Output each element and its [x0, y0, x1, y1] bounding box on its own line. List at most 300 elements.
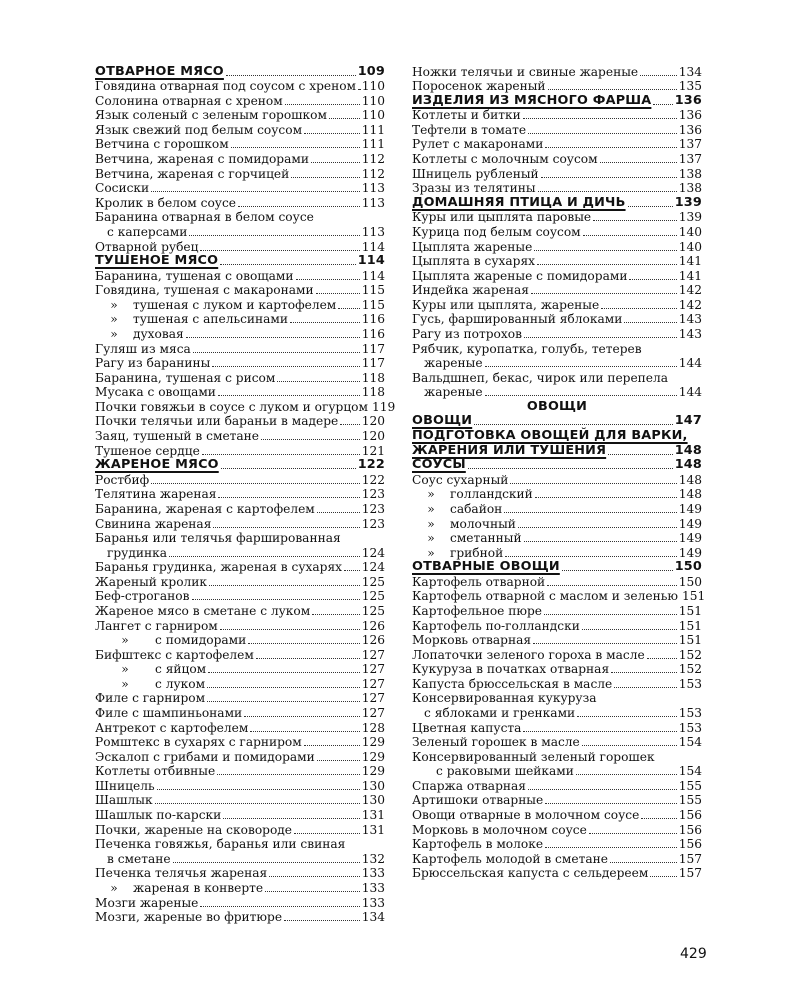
toc-entry-title: Говядина, тушеная с макаронами: [95, 283, 314, 298]
toc-entry: [95, 560, 385, 575]
toc-entry-title: Баранина отварная в белом соусе: [95, 210, 314, 225]
toc-page-number: 138: [678, 166, 702, 181]
toc-page-number: 144: [678, 356, 702, 371]
dot-leader: [358, 81, 360, 90]
dot-leader: [250, 723, 359, 732]
toc-page-number: 123: [361, 501, 385, 516]
toc-entry-title: Котлеты с молочным соусом: [412, 152, 598, 167]
toc-entry-title: Консервированная кукуруза: [412, 691, 597, 706]
toc-page-number: 132: [361, 851, 385, 866]
toc-entry-title: [412, 517, 516, 531]
toc-entry: [412, 516, 702, 531]
toc-entry-title: Гуляш из мяса: [95, 341, 191, 356]
toc-entry-title: Эскалоп с грибами и помидорами: [95, 749, 315, 764]
dot-leader: [614, 679, 677, 688]
dot-leader: [344, 562, 360, 571]
toc-entry-title: ЖАРЕНОЕ МЯСО: [95, 457, 219, 473]
toc-entry-title: Отварной рубец: [95, 239, 199, 254]
toc-entry: [412, 837, 702, 852]
toc-entry: [95, 589, 385, 604]
toc-entry-title: с раковыми шейками: [436, 764, 574, 779]
toc-entry: [412, 807, 702, 822]
dot-leader: [269, 868, 360, 877]
toc-entry: [95, 93, 385, 108]
toc-page-number: 157: [678, 866, 702, 881]
toc-page-number: 142: [678, 283, 702, 298]
toc-page-number: 129: [361, 735, 385, 750]
toc-page-number: 134: [361, 910, 385, 925]
dot-leader: [186, 329, 360, 338]
toc-entry-title: Цыплята жареные с помидорами: [412, 268, 628, 283]
dot-leader: [244, 708, 360, 717]
dot-leader: [562, 562, 673, 571]
toc-page-number: 130: [361, 778, 385, 793]
dot-leader: [524, 329, 677, 338]
toc-entry-title: Кролик в белом соусе: [95, 195, 237, 210]
toc-entry-title: с яблоками и гренками: [424, 706, 576, 721]
toc-page-number: 126: [361, 618, 385, 633]
toc-entry-title: [412, 546, 503, 560]
ditto-mark: »: [110, 297, 118, 312]
dot-leader: [157, 781, 360, 790]
dot-leader: [208, 664, 360, 673]
toc-entry: [95, 370, 385, 385]
toc-page-number: 118: [361, 370, 385, 385]
toc-entry-title: Рагу из баранины: [95, 356, 211, 371]
toc-page-number: 139: [674, 194, 702, 210]
toc-entry-subtitle: с помидорами: [155, 633, 247, 648]
dot-leader: [213, 519, 359, 528]
toc-entry: [412, 93, 702, 108]
dot-leader: [277, 373, 359, 382]
dot-leader: [593, 212, 677, 221]
dot-leader: [535, 489, 677, 498]
toc-entry-title: [412, 502, 502, 516]
toc-entry: [412, 326, 702, 341]
dot-leader: [541, 169, 677, 178]
toc-entry: [95, 516, 385, 531]
toc-page-number: 112: [361, 152, 385, 167]
ditto-mark: »: [427, 501, 435, 516]
toc-page-number: 152: [678, 662, 702, 677]
toc-page-number: 110: [361, 93, 385, 108]
toc-entry-title: Котлеты и битки: [412, 108, 521, 123]
toc-entry: [412, 64, 702, 79]
toc-entry: [95, 764, 385, 779]
toc-entry: [412, 122, 702, 137]
toc-entry: [95, 618, 385, 633]
dot-leader: [545, 795, 677, 804]
toc-entry: [412, 822, 702, 837]
toc-page-number: 125: [361, 589, 385, 604]
toc-entry: [95, 910, 385, 925]
toc-entry-title: Гусь, фаршированный яблоками: [412, 312, 623, 327]
dot-leader: [601, 300, 677, 309]
toc-entry: [412, 356, 702, 371]
toc-entry-title: Почки говяжьи в соусе с луком и огурцом: [95, 399, 369, 414]
dot-leader: [576, 766, 677, 775]
toc-entry: [95, 735, 385, 750]
dot-leader: [547, 577, 677, 586]
toc-entry: [412, 487, 702, 502]
toc-entry: [412, 268, 702, 283]
dot-leader: [169, 548, 360, 557]
toc-entry: [95, 531, 385, 546]
ditto-mark: »: [427, 487, 435, 502]
toc-page-number: 141: [678, 254, 702, 269]
dot-leader: [316, 285, 360, 294]
toc-page-number: 153: [678, 720, 702, 735]
toc-entry: [412, 283, 702, 298]
toc-entry: [412, 676, 702, 691]
toc-entry-title: Баранина, тушеная с рисом: [95, 370, 276, 385]
toc-entry: [412, 443, 702, 458]
toc-entry-title: Бифштекс с картофелем: [95, 647, 254, 662]
dot-leader: [317, 752, 360, 761]
toc-page-number: 137: [678, 137, 702, 152]
dot-leader: [468, 460, 673, 469]
toc-entry-title: [95, 662, 206, 676]
dot-leader: [338, 300, 359, 309]
toc-entry-title: Картофель по-голландски: [412, 618, 580, 633]
dot-leader: [202, 446, 360, 455]
toc-page-number: 116: [361, 312, 385, 327]
toc-entry-subtitle: духовая: [133, 326, 184, 341]
dot-leader: [485, 387, 677, 396]
toc-page-number: 149: [678, 501, 702, 516]
toc-page-number: 120: [361, 414, 385, 429]
ditto-mark: »: [110, 326, 118, 341]
toc-entry: [412, 224, 702, 239]
toc-entry: [95, 720, 385, 735]
toc-entry-title: ДОМАШНЯЯ ПТИЦА И ДИЧЬ: [412, 194, 626, 210]
toc-page-number: 118: [361, 385, 385, 400]
toc-page-number: 140: [678, 239, 702, 254]
toc-page-number: 138: [678, 181, 702, 196]
dot-leader: [291, 169, 359, 178]
dot-leader: [329, 110, 360, 119]
toc-page-number: 133: [361, 880, 385, 895]
toc-entry: [95, 822, 385, 837]
toc-page-number: 125: [361, 574, 385, 589]
toc-entry-title: Почки, жареные на сковороде: [95, 822, 293, 837]
toc-page-number: 150: [674, 559, 702, 575]
toc-entry: [412, 428, 702, 443]
toc-entry: [95, 633, 385, 648]
toc-page-number: 122: [361, 472, 385, 487]
toc-entry: [412, 79, 702, 94]
dot-leader: [155, 795, 360, 804]
dot-leader: [200, 242, 359, 251]
dot-leader: [533, 635, 677, 644]
toc-entry-title: [95, 633, 246, 647]
toc-page-number: 140: [678, 224, 702, 239]
toc-page-number: 127: [361, 691, 385, 706]
toc-entry: [95, 239, 385, 254]
toc-entry-title: Рябчик, куропатка, голубь, тетерев: [412, 341, 642, 356]
toc-page-number: 129: [361, 749, 385, 764]
page-number: 429: [680, 946, 707, 962]
toc-entry-title: Куры или цыплята паровые: [412, 210, 592, 225]
toc-entry: [412, 210, 702, 225]
dot-leader: [223, 810, 359, 819]
toc-entry: [412, 647, 702, 662]
toc-page-number: 125: [361, 603, 385, 618]
toc-entry-title: Мозги жареные: [95, 895, 199, 910]
toc-entry: [95, 210, 385, 225]
toc-page-number: 141: [678, 268, 702, 283]
dot-leader: [294, 825, 360, 834]
dot-leader: [220, 256, 355, 265]
toc-entry-subtitle: молочный: [450, 516, 516, 531]
toc-entry-title: Лангет с гарниром: [95, 618, 218, 633]
dot-leader: [212, 358, 359, 367]
toc-page-number: 128: [361, 720, 385, 735]
toc-entry-title: Ромштекс в сухарях с гарниром: [95, 735, 302, 750]
toc-entry: [95, 297, 385, 312]
toc-entry: [95, 312, 385, 327]
toc-entry-title: Жареное мясо в сметане с луком: [95, 603, 311, 618]
toc-entry: [412, 793, 702, 808]
toc-entry-title: [95, 677, 205, 691]
toc-entry-title: Картофель в молоке: [412, 837, 544, 852]
dot-leader: [531, 285, 677, 294]
dot-leader: [231, 139, 360, 148]
toc-entry-title: с каперсами: [107, 224, 188, 239]
dot-leader: [624, 314, 676, 323]
toc-entry-title: Почки телячьи или бараньи в мадере: [95, 414, 339, 429]
toc-page-number: 148: [678, 487, 702, 502]
toc-entry: [95, 385, 385, 400]
toc-entry: [95, 283, 385, 298]
dot-leader: [220, 621, 360, 630]
toc-entry-title: Филе с гарниром: [95, 691, 206, 706]
toc-entry: [412, 603, 702, 618]
toc-entry: [412, 166, 702, 181]
dot-leader: [628, 198, 673, 207]
dot-leader: [537, 256, 677, 265]
toc-entry-title: Свинина жареная: [95, 516, 212, 531]
toc-entry-title: Баранина, тушеная с овощами: [95, 268, 294, 283]
toc-entry-title: Брюссельская капуста с сельдереем: [412, 866, 649, 881]
dot-leader: [650, 868, 676, 877]
dot-leader: [248, 635, 359, 644]
toc-entry-title: Мозги, жареные во фритюре: [95, 910, 283, 925]
toc-entry-title: Куры или цыплята, жареные: [412, 297, 600, 312]
toc-page-number: 147: [674, 413, 702, 429]
dot-leader: [510, 475, 676, 484]
toc-page-number: 133: [361, 866, 385, 881]
dot-leader: [524, 533, 677, 542]
dot-leader: [582, 737, 677, 746]
toc-entry-title: Морковь отварная: [412, 633, 532, 648]
toc-page-number: 133: [361, 895, 385, 910]
toc-entry: [412, 851, 702, 866]
toc-entry-title: Картофельное пюре: [412, 603, 543, 618]
dot-leader: [582, 621, 677, 630]
toc-entry-title: Тефтели в томате: [412, 122, 527, 137]
toc-entry: [95, 326, 385, 341]
toc-entry-title: Зразы из телятины: [412, 181, 536, 196]
ditto-mark: »: [110, 312, 118, 327]
dot-leader: [544, 606, 677, 615]
toc-page-number: 157: [678, 851, 702, 866]
dot-leader: [608, 446, 673, 455]
toc-left-column: [95, 63, 396, 925]
toc-entry: [412, 633, 702, 648]
dot-leader: [610, 854, 677, 863]
toc-entry-subtitle: тушеная с апельсинами: [133, 312, 289, 327]
toc-entry-title: ПОДГОТОВКА ОВОЩЕЙ ДЛЯ ВАРКИ,: [412, 428, 688, 444]
toc-entry-title: Ветчина, жареная с помидорами: [95, 152, 309, 167]
toc-entry: [95, 662, 385, 677]
ditto-mark: »: [427, 545, 435, 560]
toc-page-number: 153: [678, 706, 702, 721]
toc-page-number: 156: [678, 822, 702, 837]
toc-page-number: 153: [678, 676, 702, 691]
dot-leader: [485, 358, 677, 367]
toc-entry: [412, 531, 702, 546]
toc-page-number: 127: [361, 662, 385, 677]
toc-entry-title: Сосиски: [95, 181, 150, 196]
dot-leader: [304, 125, 360, 134]
toc-entry: [95, 64, 385, 79]
dot-leader: [304, 737, 360, 746]
toc-entry-title: Овощи отварные в молочном соусе: [412, 808, 640, 823]
dot-leader: [577, 708, 677, 717]
dot-leader: [290, 314, 360, 323]
toc-entry: [95, 895, 385, 910]
toc-entry-title: Артишоки отварные: [412, 793, 544, 808]
toc-entry-title: Ветчина, жареная с горчицей: [95, 166, 290, 181]
toc-entry: [95, 647, 385, 662]
toc-page-number: 114: [357, 253, 385, 269]
dot-leader: [523, 110, 677, 119]
toc-entry-title: Ростбиф: [95, 472, 150, 487]
dot-leader: [528, 781, 677, 790]
toc-entry-subtitle: сабайон: [450, 501, 503, 516]
toc-entry-title: Спаржа отварная: [412, 778, 526, 793]
toc-page-number: 110: [361, 79, 385, 94]
dot-leader: [317, 504, 360, 513]
toc-page-number: 117: [361, 356, 385, 371]
toc-entry-title: Жареный кролик: [95, 574, 208, 589]
toc-entry: [95, 428, 385, 443]
toc-entry-title: Заяц, тушеный в сметане: [95, 429, 260, 444]
toc-entry: [95, 545, 385, 560]
toc-entry-title: Индейка жареная: [412, 283, 529, 298]
toc-entry-subtitle: с яйцом: [155, 662, 207, 677]
toc-entry-title: ОТВАРНОЕ МЯСО: [95, 63, 224, 79]
toc-entry-subtitle: жареная в конверте: [133, 880, 264, 895]
dot-leader: [311, 154, 360, 163]
toc-page-number: 148: [674, 457, 702, 473]
toc-entry-title: Шашлык: [95, 793, 153, 808]
dot-leader: [545, 839, 677, 848]
ditto-mark: »: [121, 676, 129, 691]
toc-page-number: 131: [361, 822, 385, 837]
dot-leader: [629, 271, 676, 280]
toc-entry-title: Картофель отварной с маслом и зеленью: [412, 589, 678, 604]
dot-leader: [151, 475, 360, 484]
toc-page-number: 114: [361, 239, 385, 254]
dot-leader: [611, 664, 677, 673]
toc-entry: [95, 151, 385, 166]
toc-page-number: 127: [361, 647, 385, 662]
toc-page-number: 154: [678, 764, 702, 779]
toc-entry-title: ОВОЩИ: [412, 413, 473, 429]
toc-entry: [95, 79, 385, 94]
toc-page-number: 124: [361, 560, 385, 575]
dot-leader: [238, 198, 360, 207]
toc-page-number: 134: [678, 64, 702, 79]
dot-leader: [207, 679, 360, 688]
toc-page-number: 155: [678, 778, 702, 793]
toc-entry-title: [95, 327, 184, 341]
toc-entry-title: Рулет с макаронами: [412, 137, 544, 152]
toc-entry-subtitle: грибной: [450, 545, 504, 560]
toc-page-number: 131: [361, 808, 385, 823]
toc-entry: [95, 574, 385, 589]
toc-page-number: 127: [361, 706, 385, 721]
toc-entry: [95, 137, 385, 152]
toc-entry: [95, 443, 385, 458]
toc-entry-title: Капуста брюссельская в масле: [412, 676, 613, 691]
toc-entry-title: [95, 298, 336, 312]
toc-entry-title: Картофель молодой в сметане: [412, 851, 608, 866]
toc-page-number: 152: [678, 647, 702, 662]
toc-entry-title: Язык свежий под белым соусом: [95, 122, 303, 137]
toc-page-number: 110: [361, 108, 385, 123]
toc-entry: [95, 487, 385, 502]
dot-leader: [209, 577, 360, 586]
ditto-mark: »: [121, 662, 129, 677]
toc-entry: [412, 778, 702, 793]
toc-entry-title: Телятина жареная: [95, 487, 217, 502]
toc-entry-title: Антрекот с картофелем: [95, 720, 249, 735]
toc-entry-title: Поросенок жареный: [412, 79, 546, 94]
toc-page-number: 109: [357, 63, 385, 79]
toc-entry-title: Солонина отварная с хреном: [95, 93, 283, 108]
toc-entry: [412, 254, 702, 269]
toc-entry-title: СОУСЫ: [412, 457, 466, 473]
toc-entry: [412, 560, 702, 575]
toc-entry: [95, 793, 385, 808]
toc-entry: [412, 108, 702, 123]
toc-entry: [95, 837, 385, 852]
toc-page-number: 115: [361, 297, 385, 312]
toc-entry-title: Вальдшнеп, бекас, чирок или перепела: [412, 370, 669, 385]
dot-leader: [207, 693, 360, 702]
toc-page-number: 154: [678, 735, 702, 750]
dot-leader: [538, 183, 677, 192]
dot-leader: [151, 183, 360, 192]
toc-page-number: 136: [678, 122, 702, 137]
toc-page-number: 148: [674, 442, 702, 458]
toc-entry-title: Кукуруза в початках отварная: [412, 662, 610, 677]
toc-entry: [95, 108, 385, 123]
dot-leader: [261, 431, 360, 440]
toc-page-number: 143: [678, 326, 702, 341]
dot-leader: [221, 460, 356, 469]
toc-page-number: 144: [678, 385, 702, 400]
toc-entry: [412, 764, 702, 779]
toc-entry-title: ОВОЩИ: [526, 398, 588, 414]
toc-entry-title: Шашлык по-карски: [95, 808, 222, 823]
toc-entry: [412, 501, 702, 516]
toc-entry-title: Консервированный зеленый горошек: [412, 749, 655, 764]
toc-page-number: 151: [678, 618, 702, 633]
